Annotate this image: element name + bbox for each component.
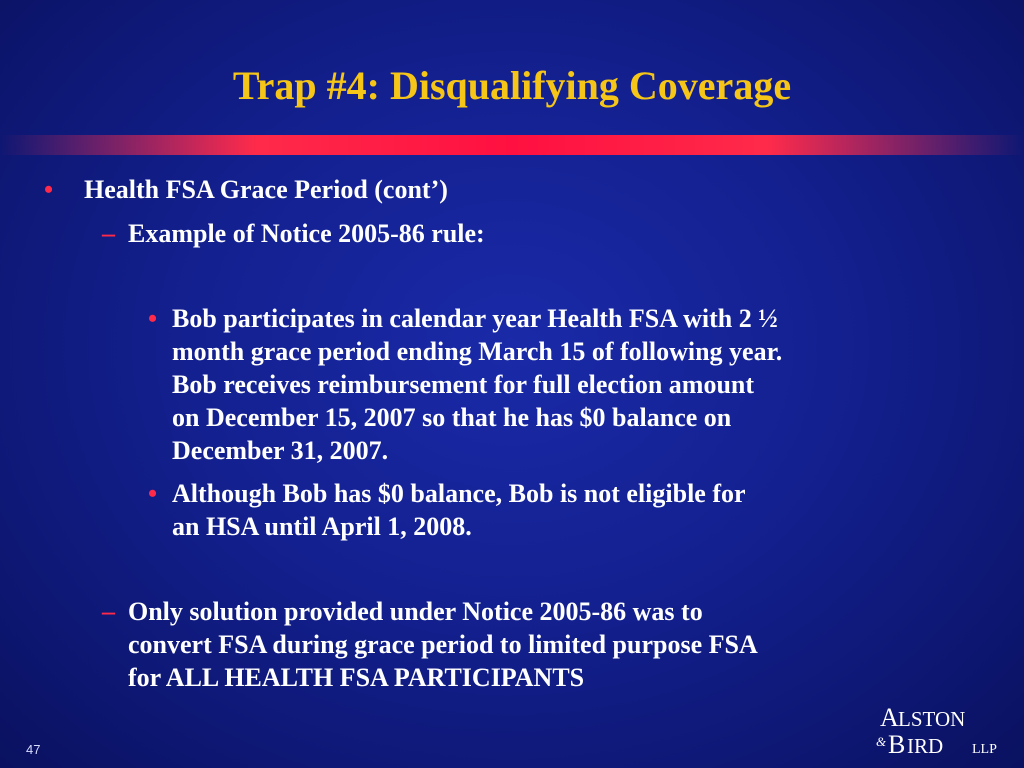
solution-line-3: for ALL HEALTH FSA PARTICIPANTS — [128, 663, 585, 692]
solution-line-2: convert FSA during grace period to limited purpose FSA — [128, 630, 758, 659]
bob-line-4: on December 15, 2007 so that he has $0 balance on — [172, 403, 732, 432]
title-divider — [0, 135, 1024, 155]
logo-llp: LLP — [972, 742, 997, 757]
bob-line-5: December 31, 2007. — [172, 436, 389, 465]
slide-title: Trap #4: Disqualifying Coverage — [232, 63, 792, 108]
solution-line-1: Only solution provided under Notice 2005-86 was to — [128, 597, 703, 626]
logo-bird-rest: IRD — [907, 734, 944, 758]
bullet-health-fsa: Health FSA Grace Period (cont’) — [84, 175, 448, 204]
bullet-marker: • — [44, 175, 54, 204]
bullet-marker: • — [148, 479, 158, 508]
slide-number: 47 — [26, 742, 41, 757]
logo-a-cap: A — [880, 703, 899, 732]
logo-alston-rest: LSTON — [898, 707, 966, 731]
sub-example-notice: Example of Notice 2005-86 rule: — [128, 219, 485, 248]
hsa-line-1: Although Bob has $0 balance, Bob is not eligible for — [172, 479, 746, 508]
dash-marker: – — [102, 597, 115, 626]
bob-line-2: month grace period ending March 15 of following year. — [172, 337, 783, 366]
bob-line-1: Bob participates in calendar year Health FSA with 2 ½ — [172, 304, 778, 333]
hsa-line-2: an HSA until April 1, 2008. — [172, 512, 472, 541]
bob-line-3: Bob receives reimbursement for full election amount — [172, 370, 755, 399]
alston-bird-logo — [876, 698, 1016, 758]
bullet-marker: • — [148, 304, 158, 333]
dash-marker: – — [102, 219, 115, 248]
logo-b-cap: B — [888, 730, 906, 758]
logo-ampersand: & — [876, 734, 887, 749]
